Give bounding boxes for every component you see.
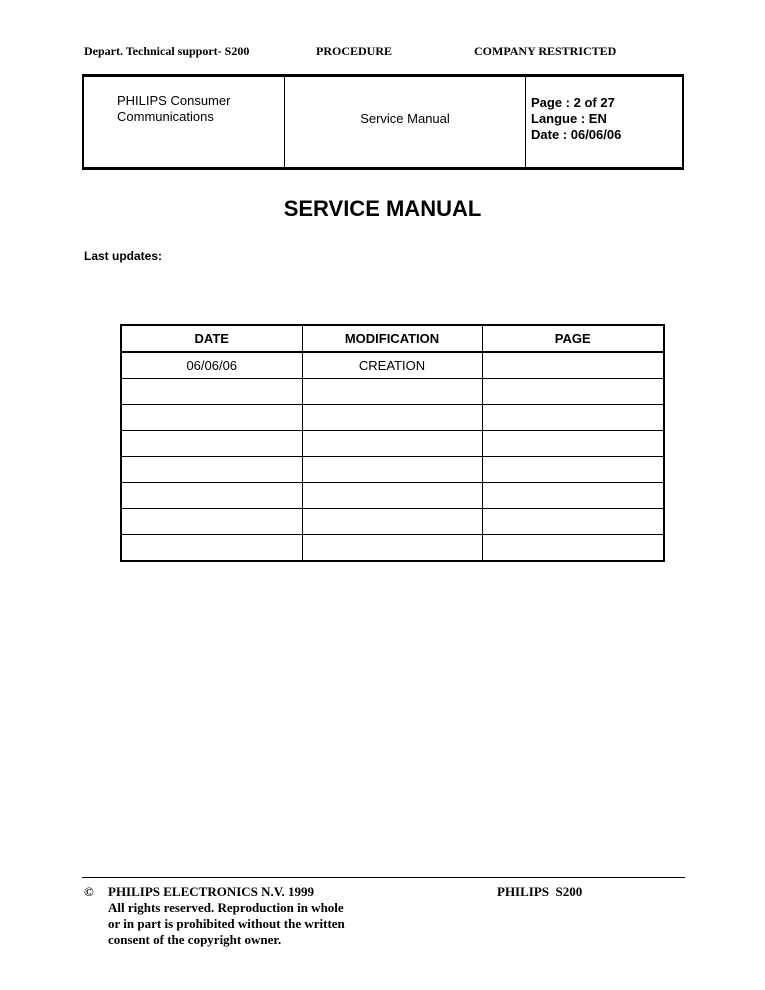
cell-date: 06/06/06 [121, 352, 302, 379]
table-row [121, 509, 664, 535]
cell-date [121, 483, 302, 509]
cell-page [482, 535, 664, 562]
copyright-line-2: All rights reserved. Reproduction in whole [108, 900, 344, 915]
table-row [121, 483, 664, 509]
page-number: Page : 2 of 27 [531, 95, 615, 110]
document-header [84, 44, 684, 60]
company-line-2: Communications [117, 109, 214, 124]
cell-modification [302, 483, 482, 509]
table-row [121, 535, 664, 562]
cell-page [482, 379, 664, 405]
cell-date [121, 535, 302, 562]
document-type-cell [285, 77, 526, 167]
company-name [117, 93, 230, 125]
department-label: Depart. Technical support- S200 [84, 44, 250, 58]
table-row [121, 379, 664, 405]
cell-page [482, 457, 664, 483]
document-date: Date : 06/06/06 [531, 127, 622, 142]
cell-modification [302, 431, 482, 457]
cell-date [121, 457, 302, 483]
column-header-date: DATE [121, 325, 302, 352]
table-row [121, 431, 664, 457]
table-row [121, 405, 664, 431]
table-row [121, 457, 664, 483]
table-header-row [121, 325, 664, 352]
cell-modification [302, 405, 482, 431]
copyright-symbol: © [84, 884, 94, 899]
document-info-box [82, 74, 684, 170]
company-cell [84, 77, 285, 167]
cell-modification: CREATION [302, 352, 482, 379]
cell-date [121, 509, 302, 535]
cell-page [482, 483, 664, 509]
copyright-line-1: PHILIPS ELECTRONICS N.V. 1999 [108, 884, 315, 899]
cell-page [482, 352, 664, 379]
copyright-line-3: or in part is prohibited without the written [108, 916, 345, 931]
procedure-label: PROCEDURE [316, 44, 393, 58]
document-meta [531, 95, 621, 143]
last-updates-label: Last updates: [84, 249, 163, 263]
modifications-table [120, 324, 665, 562]
copyright-notice [108, 884, 345, 948]
table-row [121, 352, 664, 379]
company-line-1: PHILIPS Consumer [117, 93, 231, 108]
cell-modification [302, 379, 482, 405]
cell-date [121, 379, 302, 405]
copyright-line-4: consent of the copyright owner. [108, 932, 282, 947]
cell-page [482, 405, 664, 431]
footer-product-label: PHILIPS S200 [497, 884, 583, 899]
footer-divider [82, 877, 685, 878]
cell-modification [302, 535, 482, 562]
cell-modification [302, 457, 482, 483]
cell-page [482, 509, 664, 535]
cell-page [482, 431, 664, 457]
document-meta-cell [526, 77, 682, 167]
page-title: SERVICE MANUAL [283, 196, 482, 221]
cell-date [121, 431, 302, 457]
column-header-modification: MODIFICATION [302, 325, 482, 352]
column-header-page: PAGE [482, 325, 664, 352]
document-type: Service Manual [360, 111, 450, 126]
restriction-label: COMPANY RESTRICTED [474, 44, 617, 58]
cell-date [121, 405, 302, 431]
language: Langue : EN [531, 111, 607, 126]
cell-modification [302, 509, 482, 535]
